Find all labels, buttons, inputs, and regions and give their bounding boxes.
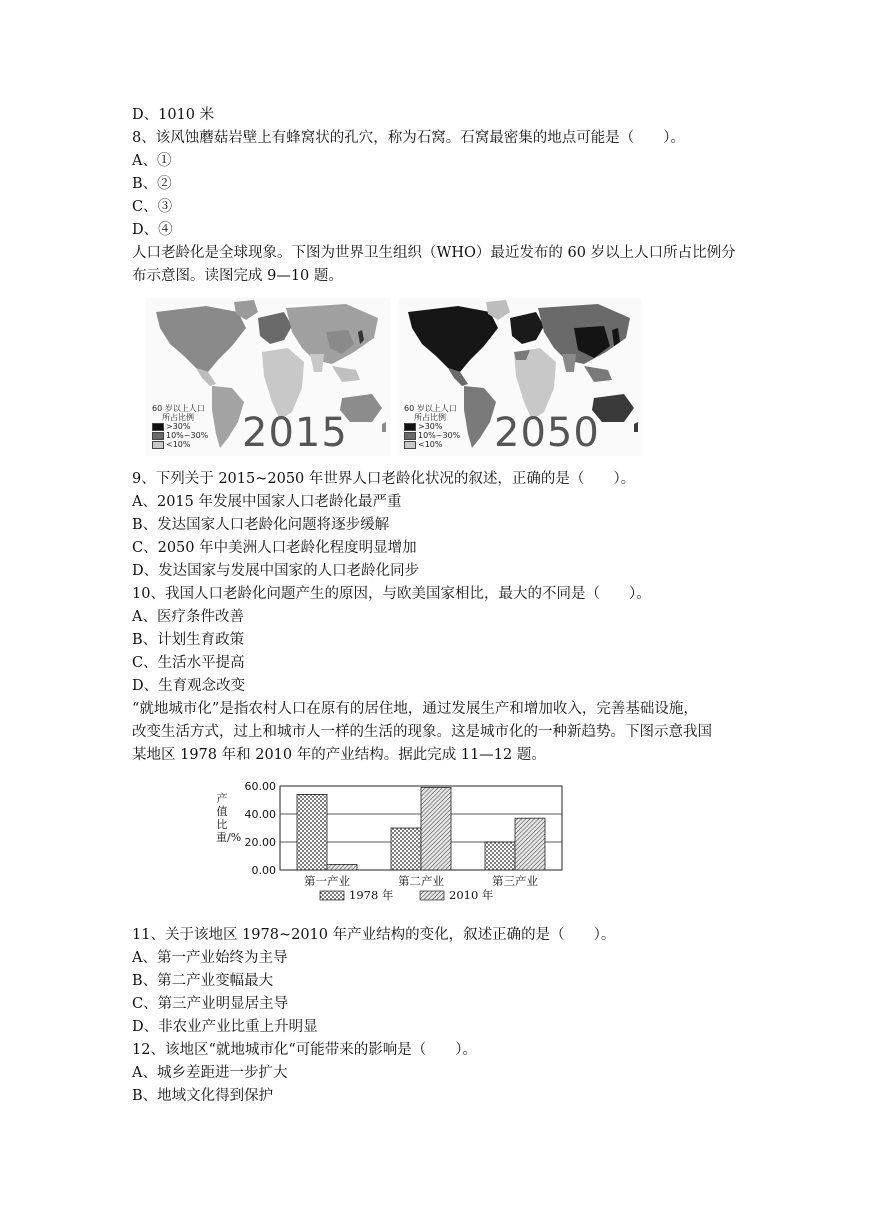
intro-urbanization-line-1: “就地城市化”是指农村人口在原有的居住地，通过发展生产和增加收入，完善基础设施， xyxy=(132,701,698,717)
bar xyxy=(297,794,327,870)
legend-title-1: 60 岁以上人口 xyxy=(404,404,457,413)
option-d-q11: D、非农业产业比重上升明显 xyxy=(132,1019,318,1035)
question-8: 8、该风蚀蘑菇岩壁上有蜂窝状的孔穴，称为石窝。石窝最密集的地点可能是（ ）。 xyxy=(132,130,685,146)
legend-row-low: <10% xyxy=(404,440,460,449)
option-a-q8: A、① xyxy=(132,153,172,169)
option-b-q10: B、计划生育政策 xyxy=(132,632,245,648)
legend-swatch xyxy=(320,891,344,900)
intro-aging-line-2: 布示意图。读图完成 9—10 题。 xyxy=(132,268,343,284)
bar xyxy=(391,828,421,870)
map-year-2050: 2050 xyxy=(494,410,600,456)
map-2015-legend xyxy=(152,404,208,449)
option-c-q10: C、生活水平提高 xyxy=(132,655,245,671)
bar xyxy=(485,842,515,870)
question-11: 11、关于该地区 1978~2010 年产业结构的变化，叙述正确的是（ ）。 xyxy=(132,927,616,943)
question-9: 9、下列关于 2015~2050 年世界人口老龄化状况的叙述，正确的是（ ）。 xyxy=(132,471,636,487)
map-2015 xyxy=(146,298,390,456)
category-label: 第二产业 xyxy=(398,874,444,888)
legend-row-mid: 10%~30% xyxy=(152,431,208,440)
legend-swatch-low xyxy=(152,441,164,449)
legend-title-2: 所占比例 xyxy=(414,413,446,422)
y-tick-label: 0.00 xyxy=(251,864,276,877)
bar xyxy=(515,818,545,870)
map-year-2015: 2015 xyxy=(242,410,348,456)
industry-structure-chart xyxy=(210,778,580,913)
option-c-q11: C、第三产业明显居主导 xyxy=(132,996,289,1012)
legend-title-2: 所占比例 xyxy=(162,413,194,422)
category-label: 第一产业 xyxy=(304,874,350,888)
option-d-q7: D、1010 米 xyxy=(132,107,215,123)
category-label: 第三产业 xyxy=(492,874,538,888)
option-d-q8: D、④ xyxy=(132,222,173,238)
intro-urbanization-line-3: 某地区 1978 年和 2010 年的产业结构。据此完成 11—12 题。 xyxy=(132,747,546,763)
option-c-q9: C、2050 年中美洲人口老龄化程度明显增加 xyxy=(132,540,417,556)
legend-row-low: <10% xyxy=(152,440,208,449)
legend-title-1: 60 岁以上人口 xyxy=(152,404,205,413)
bar xyxy=(327,864,357,870)
legend-swatch-high xyxy=(152,423,164,431)
map-2050-legend xyxy=(404,404,460,449)
legend-swatch xyxy=(420,891,444,900)
chart-ylabel: 产值比重/% xyxy=(216,792,242,844)
chart-plot xyxy=(210,778,580,913)
legend-swatch-low xyxy=(404,441,416,449)
map-2050 xyxy=(398,298,642,456)
option-a-q10: A、医疗条件改善 xyxy=(132,609,244,625)
intro-urbanization-line-2: 改变生活方式，过上和城市人一样的生活的现象。这是城市化的一种新趋势。下图示意我国 xyxy=(132,724,712,740)
option-b-q11: B、第二产业变幅最大 xyxy=(132,973,274,989)
option-d-q9: D、发达国家与发展中国家的人口老龄化同步 xyxy=(132,563,420,579)
legend-row-high: >30% xyxy=(152,422,208,431)
legend-swatch-mid xyxy=(404,432,416,440)
legend-label: 1978 年 xyxy=(349,888,394,902)
option-b-q9: B、发达国家人口老龄化问题将逐步缓解 xyxy=(132,517,390,533)
option-c-q8: C、③ xyxy=(132,199,173,215)
legend-swatch-high xyxy=(404,423,416,431)
option-b-q8: B、② xyxy=(132,176,172,192)
y-tick-label: 60.00 xyxy=(244,780,276,793)
y-tick-label: 40.00 xyxy=(244,808,276,821)
y-tick-label: 20.00 xyxy=(244,836,276,849)
legend-label: 2010 年 xyxy=(449,888,494,902)
option-a-q11: A、第一产业始终为主导 xyxy=(132,950,288,966)
legend-swatch-mid xyxy=(152,432,164,440)
legend-row-high: >30% xyxy=(404,422,460,431)
bar xyxy=(421,787,451,870)
option-a-q9: A、2015 年发展中国家人口老龄化最严重 xyxy=(132,494,402,510)
option-a-q12: A、城乡差距进一步扩大 xyxy=(132,1065,288,1081)
legend-row-mid: 10%~30% xyxy=(404,431,460,440)
intro-aging-line-1: 人口老龄化是全球现象。下图为世界卫生组织（WHO）最近发布的 60 岁以上人口所占比例分 xyxy=(132,245,736,261)
question-12: 12、该地区“就地城市化“可能带来的影响是（ ）。 xyxy=(132,1042,478,1058)
option-d-q10: D、生育观念改变 xyxy=(132,678,246,694)
aging-maps-figure xyxy=(146,298,642,456)
question-10: 10、我国人口老龄化问题产生的原因，与欧美国家相比，最大的不同是（ ）。 xyxy=(132,586,651,602)
option-b-q12: B、地域文化得到保护 xyxy=(132,1088,274,1104)
